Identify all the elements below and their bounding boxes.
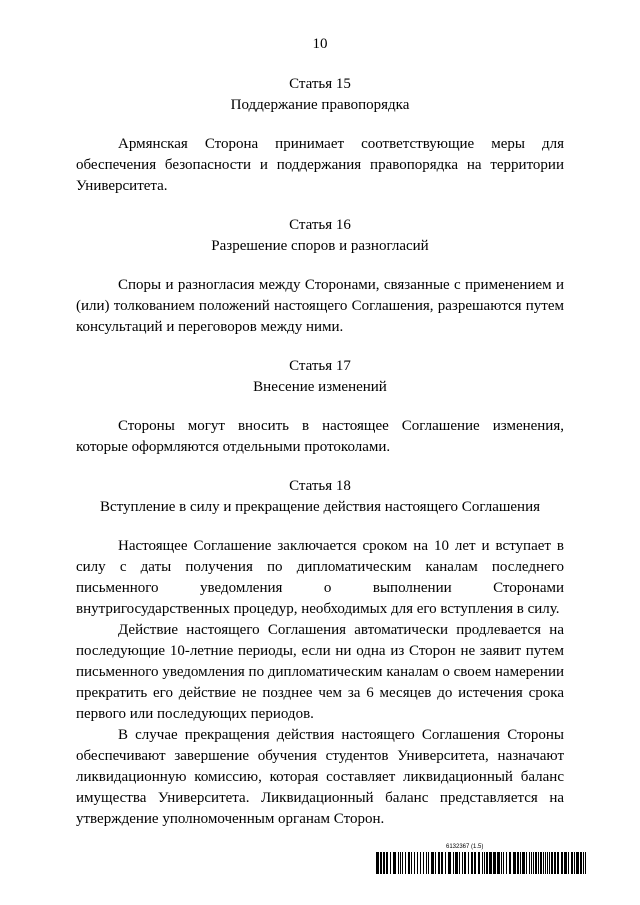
article-number: Статья 15 — [289, 76, 351, 92]
barcode-label: 6132367 (1.5) — [446, 844, 484, 850]
article-heading — [76, 215, 564, 257]
article-paragraph: В случае прекращения действия настоящего Соглашения Стороны обеспечивают завершение обучения студентов Университета, назначают ликвидационную комиссию, которая составляет ликвидационный баланс имущества Университета. Ликвидационный баланс представляется на утверждение уполномоченным органам Сторон. — [76, 727, 564, 827]
page-number: 10 — [312, 36, 328, 52]
article-17 — [76, 356, 564, 458]
article-heading — [76, 476, 564, 518]
article-paragraph: Армянская Сторона принимает соответствующие меры для обеспечения безопасности и поддержания правопорядка на территории Университета. — [76, 136, 564, 194]
article-paragraph: Действие настоящего Соглашения автоматически продлевается на последующие 10-летние периоды, если ни одна из Сторон не заявит путем письменного уведомления по дипломатическим каналам о своем намерении прекратить его действие не позднее чем за 6 месяцев до истечения срока первого или последующих периодов. — [76, 622, 564, 722]
article-heading — [76, 74, 564, 116]
article-16 — [76, 215, 564, 338]
article-number: Статья 18 — [289, 478, 351, 494]
article-paragraph: Стороны могут вносить в настоящее Соглашение изменения, которые оформляются отдельными протоколами. — [76, 418, 564, 455]
article-15 — [76, 74, 564, 197]
article-paragraph: Настоящее Соглашение заключается сроком на 10 лет и вступает в силу с даты получения по дипломатическим каналам последнего письменного уведомления о выполнении Сторонами внутригосударственных процедур, необходимых для его вступления в силу. — [76, 538, 564, 617]
article-paragraph: Споры и разногласия между Сторонами, связанные с применением и (или) толкованием положений настоящего Соглашения, разрешаются путем консультаций и переговоров между ними. — [76, 277, 564, 335]
article-title: Внесение изменений — [253, 379, 387, 395]
article-title: Разрешение споров и разногласий — [211, 238, 429, 254]
document-body — [76, 74, 564, 848]
article-title: Поддержание правопорядка — [230, 97, 410, 113]
article-heading — [76, 356, 564, 398]
article-18 — [76, 476, 564, 830]
barcode-block — [376, 844, 588, 874]
article-title: Вступление в силу и прекращение действия настоящего Соглашения — [99, 499, 541, 515]
barcode-icon — [376, 852, 588, 874]
article-number: Статья 17 — [289, 358, 351, 374]
article-number: Статья 16 — [289, 217, 351, 233]
